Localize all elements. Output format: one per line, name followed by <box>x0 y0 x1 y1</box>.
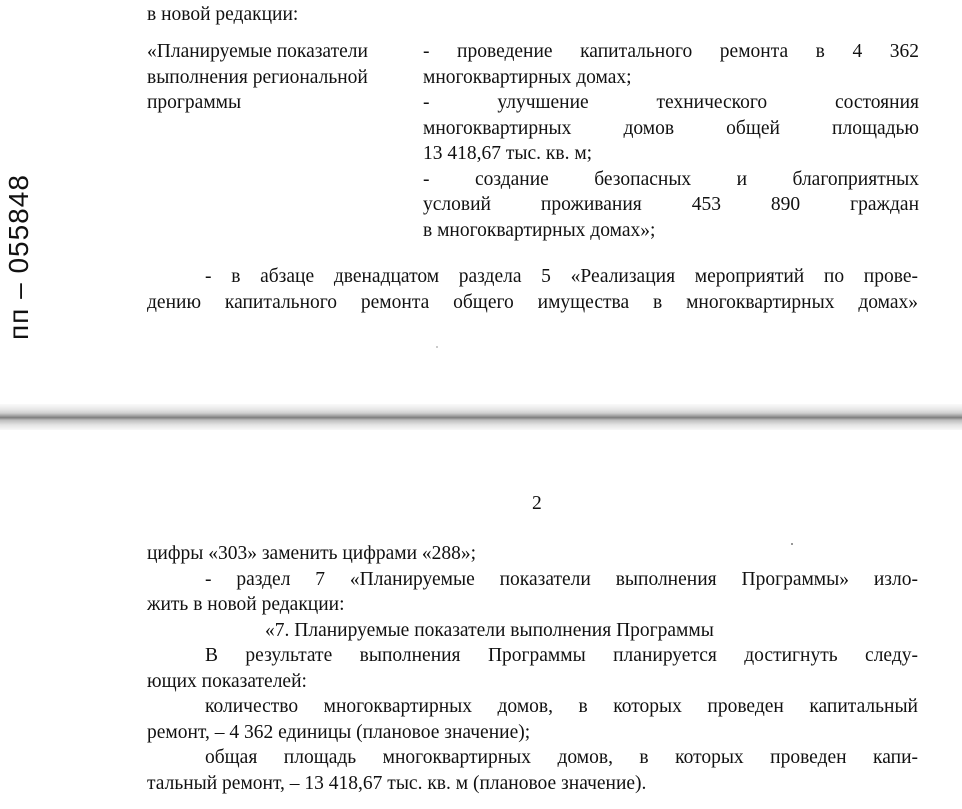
page-2-body <box>147 541 918 796</box>
scan-speck <box>436 346 438 348</box>
indicator-line: в многоквартирных домах»; <box>423 219 656 241</box>
indicators-label-line: программы <box>147 92 242 113</box>
indicator-item <box>423 167 919 244</box>
body-line: В результате выполнения Программы планируется достигнуть следу- <box>205 645 918 666</box>
indicator-line: условий проживания 453 890 граждан <box>423 194 919 215</box>
body-line: тальный ремонт, – 13 418,67 тыс. кв. м (плановое значение). <box>147 772 647 794</box>
indicator-item <box>423 90 919 167</box>
section5-paragraph <box>147 264 918 315</box>
indicator-line: - создание безопасных и благоприятных <box>423 168 919 190</box>
paragraph-line: - в абзаце двенадцатом раздела 5 «Реализация мероприятий по прове- <box>205 266 918 287</box>
indicator-line: - проведение капитального ремонта в 4 362 <box>423 41 919 62</box>
indicator-item <box>423 39 919 90</box>
indicator-line: - улучшение технического состояния <box>423 92 919 113</box>
indicators-label-line: «Планируемые показатели <box>147 41 368 62</box>
body-line: ющих показателей: <box>147 670 307 692</box>
page-number: 2 <box>532 493 542 514</box>
scan-speck <box>791 543 793 545</box>
section-heading: «7. Планируемые показатели выполнения Программы <box>265 619 714 641</box>
intro-line: в новой редакции: <box>147 4 299 25</box>
indicator-line: многоквартирных домах; <box>423 66 632 88</box>
indicators-label-line: выполнения региональной <box>147 66 368 88</box>
body-line: жить в новой редакции: <box>147 594 345 615</box>
body-line: общая площадь многоквартирных домов, в которых проведен капи- <box>205 747 918 768</box>
document-serial-stamp: пп – 055848 <box>3 174 34 340</box>
indicators-label <box>147 39 419 116</box>
body-line: цифры «303» заменить цифрами «288»; <box>147 543 477 564</box>
page-divider <box>0 404 962 430</box>
body-line: - раздел 7 «Планируемые показатели выполнения Программы» изло- <box>205 568 918 590</box>
body-line: количество многоквартирных домов, в которых проведен капитальный <box>205 696 918 717</box>
indicator-line: многоквартирных домов общей площадью <box>423 117 919 139</box>
body-line: ремонт, – 4 362 единицы (плановое значение); <box>147 721 531 743</box>
paragraph-line: дению капитального ремонта общего имущества в многоквартирных домах» <box>147 291 918 313</box>
indicator-line: 13 418,67 тыс. кв. м; <box>423 143 593 164</box>
indicators-list <box>423 39 919 243</box>
